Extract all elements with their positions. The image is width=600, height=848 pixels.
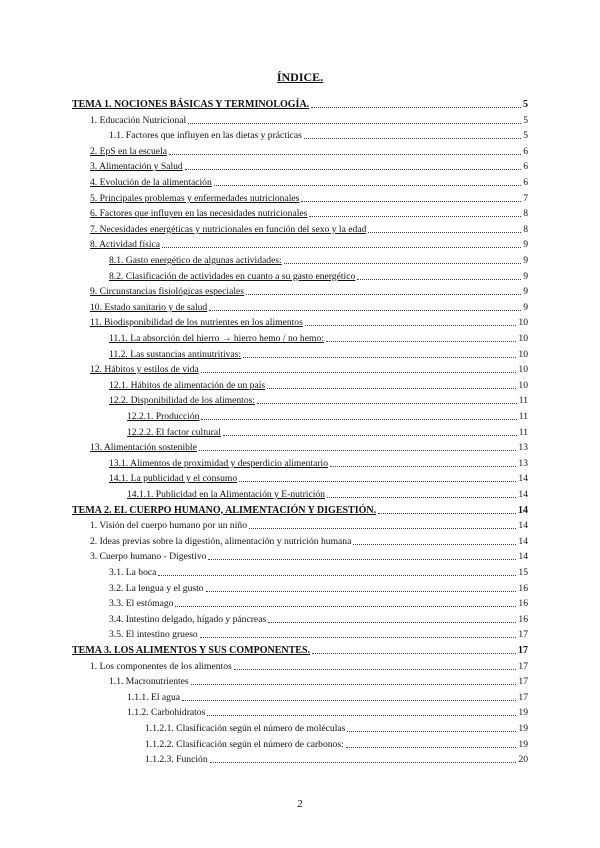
toc-entry-label: 12.2. Disponibilidad de los alimentos: xyxy=(109,395,256,407)
toc-entry-page: 14 xyxy=(518,520,528,532)
toc-entry-page: 14 xyxy=(518,489,528,500)
toc-entry-row[interactable] xyxy=(145,737,528,752)
dot-leader xyxy=(208,559,516,560)
toc-entry-row[interactable] xyxy=(90,440,528,455)
toc-entry-row[interactable] xyxy=(109,565,528,580)
toc-entry-row[interactable] xyxy=(109,393,528,408)
dot-leader xyxy=(267,388,516,389)
toc-entry-label: 1. Los componentes de los alimentos xyxy=(90,660,232,672)
toc-entry-page: 13 xyxy=(518,442,528,454)
toc-entry-page: 10 xyxy=(518,333,528,344)
toc-entry-row[interactable] xyxy=(90,237,528,252)
toc-entry-row[interactable] xyxy=(127,690,528,705)
toc-entry-page: 16 xyxy=(518,613,528,625)
toc-entry-label: 5. Principales problemas y enfermedades nutricionales xyxy=(90,192,300,204)
dot-leader xyxy=(243,357,516,358)
toc-entry-label: 13. Alimentación sostenible xyxy=(90,442,197,454)
toc-entry-row[interactable] xyxy=(109,269,528,284)
dot-leader xyxy=(223,435,517,436)
toc-chapter-row[interactable] xyxy=(72,97,528,112)
dot-leader xyxy=(327,497,516,498)
page-title: ÍNDICE. xyxy=(276,70,324,84)
toc-entry-label: TEMA 3. LOS ALIMENTOS Y SUS COMPONENTES. xyxy=(72,645,311,656)
toc-entry-row[interactable] xyxy=(109,331,528,346)
toc-entry-row[interactable] xyxy=(127,425,528,440)
toc-chapter-row[interactable] xyxy=(72,643,528,658)
toc-entry-label: 1.1.2.1. Clasificación según el número de moléculas xyxy=(145,723,346,734)
toc-entry-page: 9 xyxy=(523,286,528,298)
toc-entry-label: 3. Alimentación y Salud xyxy=(90,161,183,173)
toc-entry-page: 10 xyxy=(518,379,528,391)
toc-entry-page: 17 xyxy=(518,645,528,656)
toc-entry-page: 17 xyxy=(518,691,528,703)
toc-entry-page: 5 xyxy=(523,114,528,126)
toc-entry-page: 17 xyxy=(518,629,528,641)
dot-leader xyxy=(207,715,516,716)
dot-leader xyxy=(347,731,516,732)
toc-entry-label: 8. Actividad física xyxy=(90,239,161,251)
toc-entry-row[interactable] xyxy=(109,596,528,611)
toc-entry-label: 3.2. La lengua y el gusto xyxy=(109,582,204,594)
dot-leader xyxy=(234,669,517,670)
toc-entry-label: 1.1.1. El agua xyxy=(127,691,181,703)
toc-entry-label: 12.2.2. El factor cultural xyxy=(127,426,221,438)
toc-entry-label: 2. EpS en la escuela xyxy=(90,145,167,157)
toc-entry-label: 2. Ideas previas sobre la digestión, alimentación y nutrición humana xyxy=(90,535,352,547)
dot-leader xyxy=(158,575,516,576)
toc-entry-row[interactable] xyxy=(127,705,528,720)
toc-entry-page: 7 xyxy=(523,192,528,204)
toc-entry-label: 6. Factores que influyen en las necesidades nutricionales xyxy=(90,208,308,220)
toc-entry-row[interactable] xyxy=(90,284,528,299)
toc-entry-label: 1.1.2.2. Clasificación según el número de carbonos: xyxy=(145,738,344,750)
dot-leader xyxy=(169,154,521,155)
dot-leader xyxy=(257,403,517,404)
toc-entry-label: TEMA 1. NOCIONES BÁSICAS Y TERMINOLOGÍA. xyxy=(72,99,310,110)
toc-entry-row[interactable] xyxy=(109,612,528,627)
toc-entry-page: 8 xyxy=(523,208,528,220)
dot-leader xyxy=(185,169,521,170)
dot-leader xyxy=(309,216,521,217)
toc-entry-row[interactable] xyxy=(90,191,528,206)
dot-leader xyxy=(330,466,516,467)
toc-entry-page: 11 xyxy=(518,411,528,422)
dot-leader xyxy=(188,123,521,124)
toc-entry-label: 1.1.2.3. Función xyxy=(145,754,208,766)
dot-leader xyxy=(201,372,517,373)
toc-entry-page: 9 xyxy=(523,239,528,251)
toc-entry-row[interactable] xyxy=(90,362,528,377)
toc-entry-page: 9 xyxy=(523,301,528,313)
toc-entry-label: 3.1. La boca xyxy=(109,567,157,578)
dot-leader xyxy=(284,263,521,264)
toc-entry-row[interactable] xyxy=(109,378,528,393)
toc-entry-page: 10 xyxy=(518,348,528,360)
toc-entry-page: 5 xyxy=(523,99,528,110)
dot-leader xyxy=(239,481,516,482)
dot-leader xyxy=(249,528,516,529)
toc-entry-row[interactable] xyxy=(145,752,528,767)
toc-entry-page: 19 xyxy=(518,707,528,719)
toc-entry-row[interactable] xyxy=(90,222,528,237)
dot-leader xyxy=(206,591,517,592)
toc-entry-label: 3.5. El intestino grueso xyxy=(109,629,198,641)
toc-entry-page: 14 xyxy=(518,473,528,485)
toc-entry-page: 6 xyxy=(523,161,528,173)
dot-leader xyxy=(368,232,521,233)
toc-entry-page: 10 xyxy=(518,317,528,329)
toc-entry-label: 11.2. Las sustancias antinutritivas: xyxy=(109,348,242,360)
dot-leader xyxy=(191,684,517,685)
toc-entry-row[interactable] xyxy=(109,253,528,268)
dot-leader xyxy=(301,201,521,202)
toc-entry-row[interactable] xyxy=(109,471,528,486)
dot-leader xyxy=(175,606,516,607)
toc-entry-label: 3. Cuerpo humano - Digestivo xyxy=(90,551,207,563)
dot-leader xyxy=(305,325,517,326)
toc-entry-page: 6 xyxy=(523,145,528,157)
toc-entry-label: 4. Evolución de la alimentación xyxy=(90,177,212,188)
toc-entry-row[interactable] xyxy=(90,113,528,128)
toc-entry-row[interactable] xyxy=(109,347,528,362)
toc-entry-page: 9 xyxy=(523,270,528,282)
toc-entry-page: 8 xyxy=(523,223,528,235)
toc-entry-label: 7. Necesidades energéticas y nutricionales en función del sexo y la edad xyxy=(90,223,367,235)
toc-entry-page: 13 xyxy=(518,457,528,469)
toc-entry-page: 14 xyxy=(518,535,528,547)
dot-leader xyxy=(268,622,516,623)
toc-entry-label: TEMA 2. EL CUERPO HUMANO, ALIMENTACIÓN Y DIGESTIÓN. xyxy=(72,504,377,516)
dot-leader xyxy=(210,762,517,763)
dot-leader xyxy=(182,700,516,701)
toc-entry-label: 1. Visión del cuerpo humano por un niño xyxy=(90,520,247,532)
toc-entry-page: 17 xyxy=(518,660,528,672)
toc-entry-label: 8.1. Gasto energético de algunas actividades: xyxy=(109,255,282,266)
toc-entry-row[interactable] xyxy=(90,300,528,315)
toc-entry-label: 12.2.1. Producción xyxy=(127,411,200,422)
toc-entry-page: 20 xyxy=(518,754,528,766)
dot-leader xyxy=(304,138,521,139)
toc-entry-label: 10. Estado sanitario y de salud xyxy=(90,301,208,313)
toc-entry-row[interactable] xyxy=(109,674,528,689)
dot-leader xyxy=(311,107,521,108)
toc-entry-page: 9 xyxy=(523,255,528,266)
toc-entry-row[interactable] xyxy=(127,487,528,502)
dot-leader xyxy=(326,341,516,342)
toc-entry-row[interactable] xyxy=(90,206,528,221)
toc-entry-page: 16 xyxy=(518,598,528,610)
dot-leader xyxy=(162,247,521,248)
toc-entry-page: 10 xyxy=(518,364,528,376)
dot-leader xyxy=(357,279,521,280)
dot-leader xyxy=(353,544,516,545)
page-number: 2 xyxy=(297,798,303,810)
toc-entry-row[interactable] xyxy=(90,549,528,564)
toc-entry-row[interactable] xyxy=(90,534,528,549)
toc-entry-label: 12.1. Hábitos de alimentación de un país xyxy=(109,379,266,391)
dot-leader xyxy=(201,419,516,420)
dot-leader xyxy=(214,185,521,186)
toc-entry-label: 1.1. Macronutrientes xyxy=(109,676,189,688)
dot-leader xyxy=(312,653,516,654)
toc-entry-label: 13.1. Alimentos de proximidad y desperdicio alimentario xyxy=(109,457,329,469)
toc-entry-row[interactable] xyxy=(145,721,528,736)
toc-entry-label: 14.1. La publicidad y el consumo xyxy=(109,473,238,485)
toc-entry-row[interactable] xyxy=(90,175,528,190)
toc-entry-label: 3.4. Intestino delgado, hígado y páncreas xyxy=(109,613,267,625)
toc-entry-label: 14.1.1. Publicidad en la Alimentación y E-nutrición xyxy=(127,489,325,500)
dot-leader xyxy=(209,310,521,311)
toc-entry-row[interactable] xyxy=(90,315,528,330)
toc-entry-row[interactable] xyxy=(109,627,528,642)
toc-entry-page: 5 xyxy=(523,130,528,142)
toc-entry-row[interactable] xyxy=(127,409,528,424)
toc-entry-label: 11.1. La absorción del hierro → hierro hemo / no hemo: xyxy=(109,333,324,344)
dot-leader xyxy=(200,637,517,638)
dot-leader xyxy=(246,294,521,295)
toc-entry-label: 9. Circunstancias fisiológicas especiales xyxy=(90,286,244,298)
toc-entry-label: 12. Hábitos y estilos de vida xyxy=(90,364,199,376)
toc-entry-label: 1.1. Factores que influyen en las dietas y prácticas xyxy=(109,130,302,142)
toc-entry-page: 14 xyxy=(518,504,528,516)
toc-entry-label: 8.2. Clasificación de actividades en cuanto a su gasto energético xyxy=(109,270,356,282)
toc-entry-page: 14 xyxy=(518,551,528,563)
toc-entry-label: 1.1.2. Carbohidratos xyxy=(127,707,206,719)
toc-entry-row[interactable] xyxy=(90,518,528,533)
toc-entry-page: 6 xyxy=(523,177,528,188)
toc-entry-label: 11. Biodisponibilidad de los nutrientes en los alimentos xyxy=(90,317,303,329)
toc-entry-page: 15 xyxy=(518,567,528,578)
dot-leader xyxy=(378,513,516,514)
toc-entry-row[interactable] xyxy=(109,128,528,143)
toc-chapter-row[interactable] xyxy=(72,503,528,518)
toc-entry-row[interactable] xyxy=(90,159,528,174)
toc-entry-row[interactable] xyxy=(109,456,528,471)
toc-entry-label: 1. Educación Nutricional xyxy=(90,114,187,126)
toc-entry-row[interactable] xyxy=(90,659,528,674)
toc-entry-page: 19 xyxy=(518,738,528,750)
toc-entry-row[interactable] xyxy=(109,581,528,596)
dot-leader xyxy=(346,747,517,748)
toc-entry-page: 11 xyxy=(518,426,528,438)
toc-entry-page: 11 xyxy=(518,395,528,407)
toc-entry-label: 3.3. El estómago xyxy=(109,598,174,610)
toc-entry-row[interactable] xyxy=(90,144,528,159)
dot-leader xyxy=(199,450,517,451)
toc-entry-page: 16 xyxy=(518,582,528,594)
toc-entry-page: 17 xyxy=(518,676,528,688)
toc-entry-page: 19 xyxy=(518,723,528,734)
